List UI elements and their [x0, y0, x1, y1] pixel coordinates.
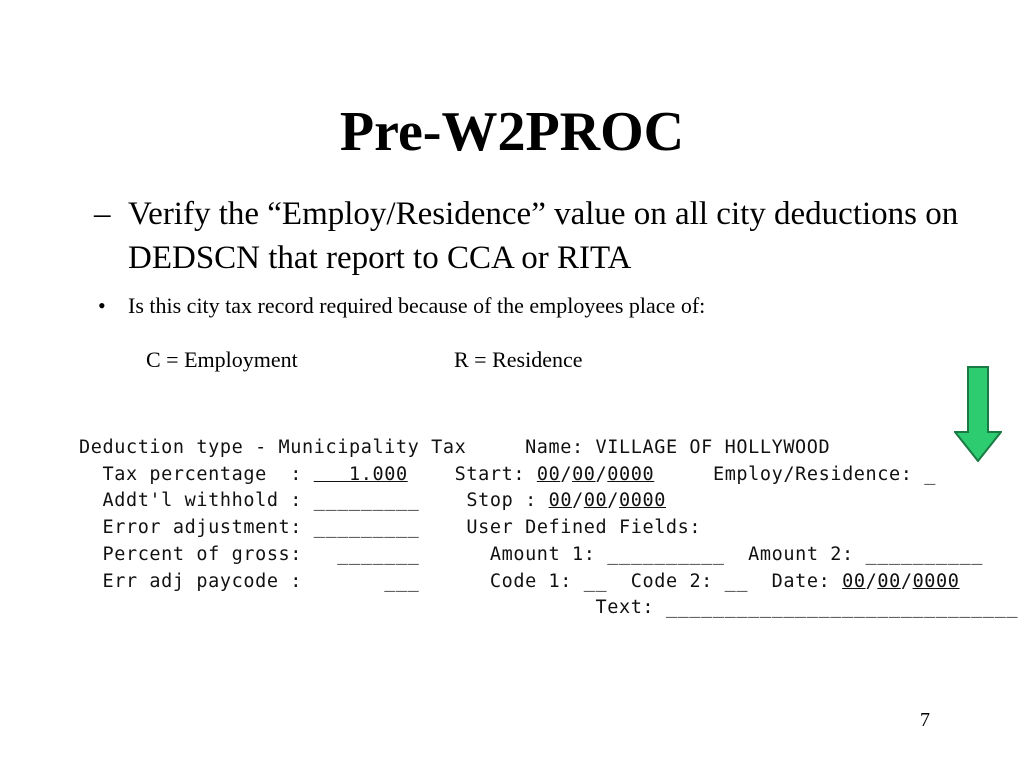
page-number: 7 [920, 709, 930, 731]
start-label: Start: [454, 463, 526, 485]
down-arrow-icon [954, 366, 1002, 462]
code1-label: Code 1: [489, 570, 573, 592]
addtl-withhold-label: Addt'l withhold : [102, 490, 303, 512]
stop-label: Stop : [466, 490, 537, 512]
err-adj-paycode-field[interactable]: ___ [384, 570, 420, 592]
code-residence: R = Residence [454, 347, 583, 372]
amount2-field[interactable]: __________ [865, 543, 983, 565]
stop-day-field[interactable]: 00 [583, 490, 608, 512]
err-adj-paycode-label: Err adj paycode : [102, 570, 303, 592]
name-label: Name: [525, 437, 584, 458]
text-label: Text: [595, 597, 655, 619]
code2-field[interactable]: __ [724, 570, 749, 592]
bullet-marker: • [98, 293, 106, 318]
bullet-point-text: Is this city tax record required because of the employees place of: [128, 293, 706, 318]
date-separator: / [900, 570, 913, 592]
date-separator: / [595, 463, 608, 485]
percent-gross-label: Percent of gross: [102, 543, 303, 565]
amount1-field[interactable]: __________ [607, 543, 725, 565]
start-day-field[interactable]: 00 [572, 463, 596, 485]
date-separator: / [607, 490, 620, 512]
date-month-field[interactable]: 00 [842, 570, 866, 592]
dash-point-text: Verify the “Employ/Residence” value on all city deductions on DEDSCN that report to CCA or RITA [128, 196, 959, 276]
stop-year-field[interactable]: 0000 [619, 490, 666, 512]
tax-percentage-label: Tax percentage : [102, 463, 303, 485]
slide-title: Pre-W2PROC [339, 101, 685, 163]
bullet-point [98, 292, 998, 320]
terminal-screenshot [79, 435, 1018, 622]
employ-residence-field[interactable]: _ [924, 463, 936, 485]
code-employment: C = Employment [146, 347, 298, 372]
down-arrow-shape [955, 367, 1001, 461]
text-field[interactable]: ______________________________ [665, 597, 1019, 619]
date-day-field[interactable]: 00 [877, 570, 901, 592]
employ-residence-label: Employ/Residence: [712, 463, 913, 485]
start-year-field[interactable]: 0000 [607, 463, 655, 485]
amount1-label: Amount 1: [489, 543, 596, 565]
name-value: VILLAGE OF HOLLYWOOD [595, 437, 831, 458]
error-adjustment-field[interactable]: _________ [313, 517, 420, 539]
deduction-type-header: Deduction type - Municipality Tax [79, 437, 467, 458]
date-separator: / [865, 570, 878, 592]
stop-month-field[interactable]: 00 [548, 490, 573, 512]
date-year-field[interactable]: 0000 [912, 570, 960, 592]
dash-point [94, 192, 1004, 280]
tax-percentage-field[interactable]: 1.000 [313, 463, 408, 485]
udf-label: User Defined Fields: [466, 517, 702, 539]
start-month-field[interactable]: 00 [536, 463, 561, 485]
code1-field[interactable]: __ [583, 570, 608, 592]
date-separator: / [572, 490, 584, 512]
dash-marker: – [94, 196, 111, 232]
addtl-withhold-field[interactable]: _________ [313, 490, 420, 512]
date-label: Date: [771, 570, 831, 592]
percent-gross-field[interactable]: _______ [337, 543, 420, 565]
amount2-label: Amount 2: [748, 543, 854, 565]
code2-label: Code 2: [630, 570, 713, 592]
date-separator: / [560, 463, 573, 485]
error-adjustment-label: Error adjustment: [102, 517, 303, 539]
